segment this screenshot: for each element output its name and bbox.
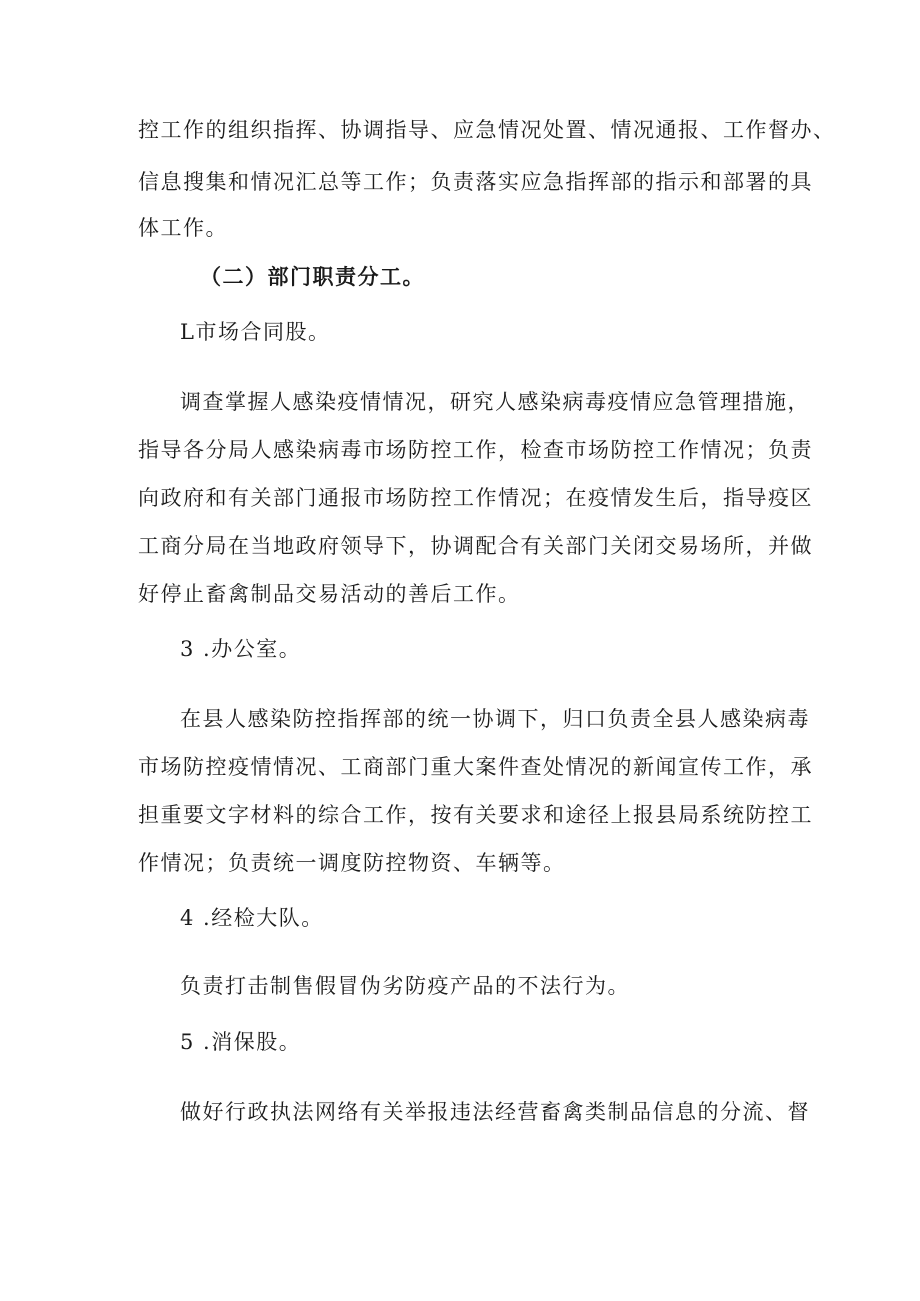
paragraph-line: 做好行政执法网络有关举报违法经营畜禽类制品信息的分流、督 (180, 1100, 810, 1124)
paragraph-line: 负责打击制售假冒伪劣防疫产品的不法行为。 (180, 974, 630, 998)
paragraph-line: 工商分局在当地政府领导下，协调配合有关部门关闭交易场所，并做 (138, 534, 813, 558)
paragraph-line: 好停止畜禽制品交易活动的善后工作。 (138, 582, 521, 606)
subsection-heading: 4 .经检大队。 (180, 906, 324, 930)
paragraph-line: 体工作。 (138, 216, 228, 240)
paragraph-line: 调查掌握人感染疫情情况，研究人感染病毒疫情应急管理措施， (180, 390, 810, 414)
paragraph-line: 在县人感染防控指挥部的统一协调下，归口负责全县人感染病毒 (180, 707, 810, 731)
subsection-heading: 5 .消保股。 (180, 1030, 302, 1054)
subsection-heading: 3 .办公室。 (180, 637, 302, 661)
paragraph-line: 指导各分局人感染病毒市场防控工作，检查市场防控工作情况；负责 (138, 438, 813, 462)
paragraph-line: 作情况；负责统一调度防控物资、车辆等。 (138, 851, 566, 875)
paragraph-line: 信息搜集和情况汇总等工作；负责落实应急指挥部的指示和部署的具 (138, 170, 813, 194)
paragraph-line: 担重要文字材料的综合工作，按有关要求和途径上报县局系统防控工 (138, 803, 813, 827)
paragraph-line: 控工作的组织指挥、协调指导、应急情况处置、情况通报、工作督办、 (138, 118, 836, 142)
subsection-heading: L市场合同股。 (180, 320, 331, 344)
section-heading: （二）部门职责分工。 (200, 264, 425, 289)
paragraph-line: 向政府和有关部门通报市场防控工作情况；在疫情发生后，指导疫区 (138, 486, 813, 510)
paragraph-line: 市场防控疫情情况、工商部门重大案件查处情况的新闻宣传工作，承 (138, 755, 813, 779)
